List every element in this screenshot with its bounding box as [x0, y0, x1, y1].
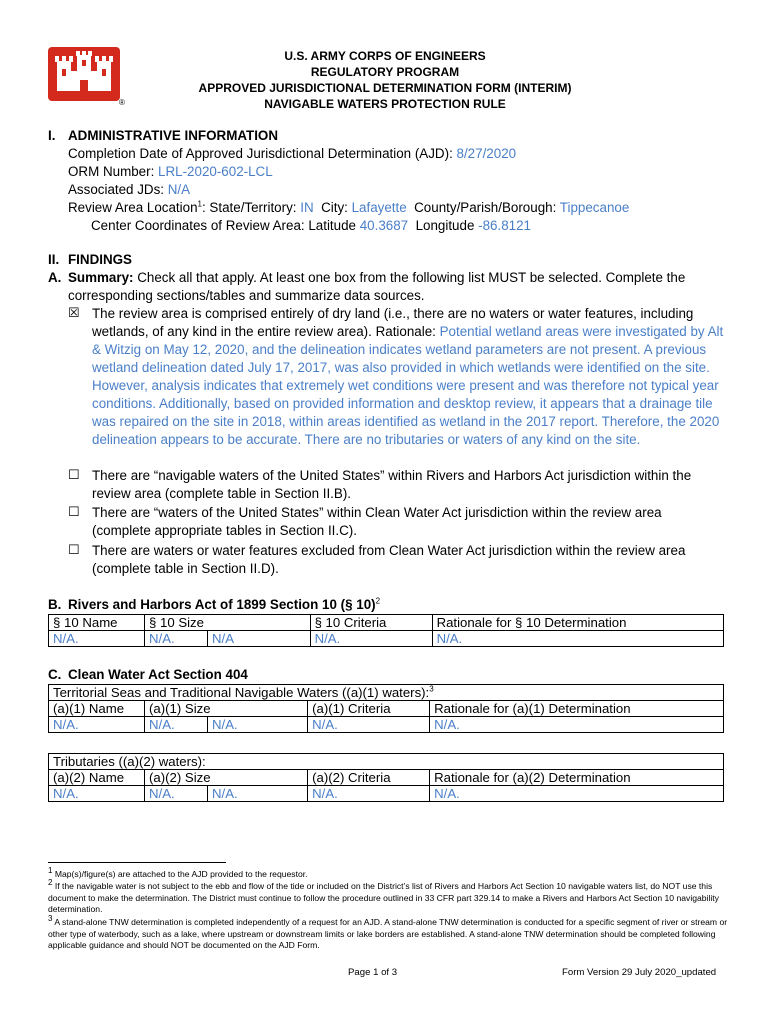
table-header-cell: (a)(1) Criteria [308, 701, 430, 717]
review-area-location-line [68, 199, 629, 217]
table-cell: N/A. [310, 631, 432, 647]
table-cell: N/A. [430, 786, 724, 802]
longitude-value: -86.8121 [478, 218, 531, 233]
county-value: Tippecanoe [559, 200, 630, 215]
associated-jds-label: Associated JDs: [68, 182, 168, 197]
section-ii-title: FINDINGS [68, 252, 132, 267]
table-cell: N/A. [145, 786, 208, 802]
table-row [49, 717, 724, 733]
table-caption [49, 685, 724, 701]
footnote-3-number: 3 [48, 914, 53, 924]
header-line-4: NAVIGABLE WATERS PROTECTION RULE [264, 97, 506, 111]
table-header-cell: Rationale for (a)(2) Determination [430, 770, 724, 786]
county-label: County/Parish/Borough: [414, 200, 560, 215]
section-c-number: C. [48, 667, 62, 682]
header-line-2: REGULATORY PROGRAM [310, 65, 460, 79]
table-cell: N/A. [208, 786, 308, 802]
table-header-cell: (a)(2) Criteria [308, 770, 430, 786]
a2-tributaries-table [48, 753, 724, 802]
footnote-divider [48, 862, 226, 863]
checkbox-excluded-waters[interactable]: ☐ [68, 542, 80, 557]
excluded-waters-text-1: There are waters or water features excluded from Clean Water Act jurisdiction within the review area [92, 543, 686, 558]
header-line-3: APPROVED JURISDICTIONAL DETERMINATION FORM (INTERIM) [198, 81, 572, 95]
excluded-waters-text-2: (complete table in Section II.D). [92, 561, 279, 576]
waters-of-us-text-1: There are “waters of the United States” within Clean Water Act jurisdiction within the review area [92, 505, 662, 520]
center-coordinates-line [91, 217, 531, 235]
table-header-cell: § 10 Criteria [310, 615, 432, 631]
dry-land-rationale: Potential wetland areas were investigated by Alt & Witzig on May 12, 2020, and the delineation indicates wetland parameters are not present. A previous wetland delineation dated July 17, 2017, was also provided in which wetlands were identified on the site. However, analysis indicates that extremely wet conditions were present and was therefore not typical year conditions. Additionally, based on provided information and desktop review, it appears that a drainage tile was repaired on the site in 2018, within areas identified as wetland in the 2017 report. Therefore, the 2020 delineation appears to be accurate. There are no tributaries or waters of any kind on the site. [92, 324, 724, 447]
table-header-cell: (a)(1) Size [145, 701, 308, 717]
registered-mark: ® [119, 98, 125, 107]
review-area-label: Review Area Location [68, 200, 198, 215]
table-row [49, 786, 724, 802]
footnote-3-text: A stand-alone TNW determination is completed independently of a request for an AJD. A stand-alone TNW determination is conducted for a specific segment of river or stream or other type of waterbody, such as a lake, where upstream or downstream limits or lake borders are established. A stand-alone TNW determination should be completed following applicable guidance and should NOT be documented on the AJD Form. [48, 917, 728, 950]
table-cell: N/A [208, 631, 311, 647]
table-header-cell: (a)(1) Name [49, 701, 145, 717]
checkbox-navigable-waters[interactable]: ☐ [68, 467, 80, 482]
table-cell: N/A. [430, 717, 724, 733]
table-cell: N/A. [308, 786, 430, 802]
section-a-number: A. [48, 270, 62, 285]
table-header-row [49, 615, 724, 631]
page-number: Page 1 of 3 [348, 967, 398, 978]
section-10-table [48, 614, 724, 647]
orm-number-line [68, 163, 273, 181]
table-header-cell: Rationale for § 10 Determination [432, 615, 723, 631]
a1-waters-table [48, 684, 724, 733]
checkbox-waters-of-us[interactable]: ☐ [68, 504, 80, 519]
summary-text-2: corresponding sections/tables and summarize data sources. [68, 288, 425, 303]
section-c-title: Clean Water Act Section 404 [68, 667, 248, 682]
usace-castle-logo-icon [48, 47, 120, 101]
section-b-title [68, 596, 380, 614]
dry-land-statement [92, 305, 724, 449]
checkbox-dry-land[interactable]: ☒ [68, 305, 80, 320]
navigable-waters-text-1: There are “navigable waters of the United States” within Rivers and Harbors Act jurisdiction within the [92, 468, 692, 483]
associated-jds-value: N/A [167, 182, 191, 197]
footnote-2-number: 2 [48, 878, 53, 888]
city-value: Lafayette [351, 200, 407, 215]
section-i-title: ADMINISTRATIVE INFORMATION [68, 128, 279, 143]
table-caption-row [49, 685, 724, 701]
completion-date-value: 8/27/2020 [456, 146, 517, 161]
center-coordinates-label: Center Coordinates of Review Area: Latitude [91, 218, 360, 233]
footnote-1-text: Map(s)/figure(s) are attached to the AJD provided to the requestor. [52, 869, 308, 879]
table-cell: N/A. [145, 631, 208, 647]
summary-title: Summary: [68, 270, 134, 285]
footnote-2-text: If the navigable water is not subject to the ebb and flow of the tide or included on the District’s list of Rivers and Harbors Act Section 10 navigable waters list, do NOT use this document to make the determination. The District must continue to follow the procedure outlined in 33 CFR part 329.14 to make a Rivers and Harbors Act Section 10 navigability determination. [48, 881, 719, 914]
table-cell: N/A. [432, 631, 723, 647]
orm-number-value: LRL-2020-602-LCL [158, 164, 273, 179]
footnote-1 [48, 866, 728, 881]
section-b-title-text: Rivers and Harbors Act of 1899 Section 10 (§ 10) [68, 597, 376, 612]
footnote-ref-1: 1 [197, 199, 202, 209]
completion-date-label: Completion Date of Approved Jurisdictional Determination (AJD): [68, 146, 457, 161]
footnote-ref-3: 3 [429, 684, 434, 694]
table-cell: N/A. [145, 717, 208, 733]
summary-instructions [68, 269, 685, 287]
footnote-2 [48, 878, 728, 916]
document-header [150, 48, 620, 112]
longitude-label: Longitude [415, 218, 479, 233]
table-header-row [49, 701, 724, 717]
waters-of-us-text-2: (complete appropriate tables in Section II.C). [92, 523, 357, 538]
table-header-cell: Rationale for (a)(1) Determination [430, 701, 724, 717]
orm-number-label: ORM Number: [68, 164, 159, 179]
table-cell: N/A. [49, 717, 145, 733]
section-i-number: I. [48, 128, 56, 143]
footnote-ref-2: 2 [375, 596, 381, 606]
table-cell: N/A. [49, 786, 145, 802]
table-header-row [49, 770, 724, 786]
associated-jds-line [68, 181, 190, 199]
footnote-3 [48, 914, 728, 952]
latitude-value: 40.3687 [359, 218, 409, 233]
table-row [49, 631, 724, 647]
summary-text-1: Check all that apply. At least one box from the following list MUST be selected. Complete the [133, 270, 686, 285]
table-header-cell: § 10 Size [145, 615, 311, 631]
state-value: IN [300, 200, 314, 215]
a1-caption-text: Territorial Seas and Traditional Navigable Waters ((a)(1) waters): [53, 685, 430, 700]
form-version: Form Version 29 July 2020_updated [562, 967, 717, 978]
state-label: : State/Territory: [201, 200, 301, 215]
dry-land-text: The review area is comprised entirely of dry land (i.e., there are no waters or water features, including wetlands, of any kind in the entire review area). Rationale: [92, 306, 694, 339]
table-caption-row [49, 754, 724, 770]
city-label: City: [321, 200, 352, 215]
table-header-cell: (a)(2) Name [49, 770, 145, 786]
footnote-1-number: 1 [48, 866, 53, 876]
table-header-cell: (a)(2) Size [145, 770, 308, 786]
table-cell: N/A. [49, 631, 145, 647]
header-line-1: U.S. ARMY CORPS OF ENGINEERS [284, 49, 486, 63]
section-ii-number: II. [48, 252, 60, 267]
section-b-number: B. [48, 597, 62, 612]
table-cell: N/A. [208, 717, 308, 733]
completion-date-line [68, 145, 516, 163]
navigable-waters-text-2: review area (complete table in Section II.B). [92, 486, 352, 501]
table-cell: N/A. [308, 717, 430, 733]
table-caption: Tributaries ((a)(2) waters): [49, 754, 724, 770]
table-header-cell: § 10 Name [49, 615, 145, 631]
